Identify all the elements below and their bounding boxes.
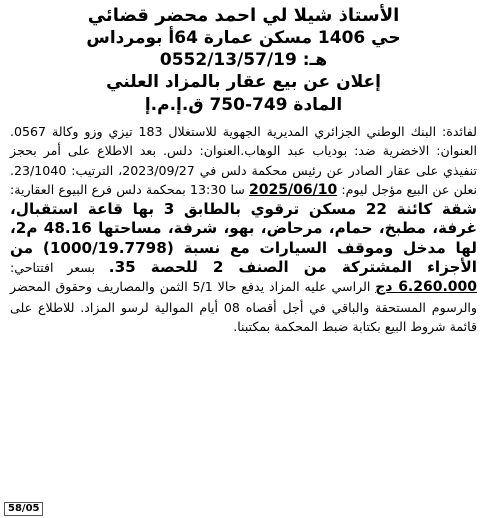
notice-body — [10, 122, 477, 336]
notice-header — [10, 4, 477, 116]
bailiff-phone: هـ: 0552/13/57/19 — [159, 50, 328, 70]
opening-price-label: بسعر افتتاحي: — [10, 260, 109, 276]
beneficiary-paragraph: لفائدة: البنك الوطني الجزائري المديرية الجهوية للاستغلال 183 تيزي وزو وكالة 0567. العنوان: الاخضرية ضد: بودياب عبد الوهاب.العنوان: دلس. بعد الاطلاع على أمر بحجز تنفيذي على عقار الصادر عن رئيس محكمة دلس في 2023/09/27، الترتيب: 23/1040. نعلن عن البيع مؤجل ليوم: — [10, 124, 477, 197]
legal-articles: المادة 749-750 ق.إ.م.إ — [144, 95, 343, 115]
sale-time-place: سا 13:30 بمحكمة دلس فرع البيوع العقارية: — [10, 181, 250, 197]
notice-title: إعلان عن بيع عقار بالمزاد العلني — [106, 72, 381, 92]
payment-terms: الراسي عليه المزاد يدفع حالا 5/1 الثمن والمصاريف وحقوق المحضر والرسوم المستحقة والباقي في أجل أقصاه 08 أيام الموالية لرسو المزاد. للاطلاع على قائمة شروط البيع بكتابة ضبط المحكمة بمكتبنا. — [10, 279, 477, 334]
bailiff-address: حي 1406 مسكن عمارة 64أ بومرداس — [86, 28, 401, 48]
property-description: شقة كائنة 22 مسكن ترقوي بالطابق 3 بها قاعة استقبال، غرفة، مطبخ، حمام، مرحاض، بهو، شرفة، مساحتها 48.16 م2، لها مدخل وموقف السيارات مع نسبة (1000/19.7798) من الأجزاء المشتركة من الصنف 2 للحصة 35. — [10, 200, 477, 277]
opening-price: 6.260.000 دج — [375, 279, 478, 296]
bailiff-name: الأستاذ شيلا لي احمد محضر قضائي — [87, 5, 400, 26]
sale-date: 2025/06/10 — [249, 181, 338, 198]
page-reference: 58/05 — [4, 502, 43, 516]
